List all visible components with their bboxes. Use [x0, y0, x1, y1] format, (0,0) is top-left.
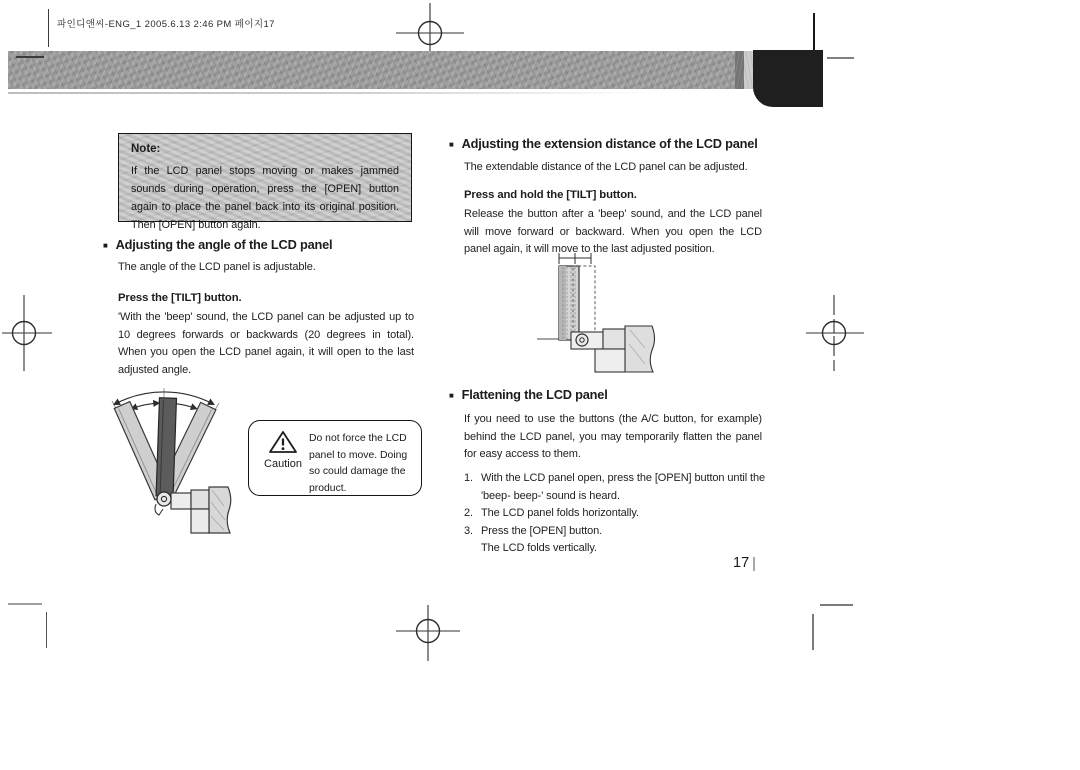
registration-mark-left — [0, 295, 58, 371]
extension-step-body: Release the button after a 'beep' sound, and the LCD panel will move forward or backward. When you open the LCD panel again, it will move to the last adjusted position. — [464, 208, 762, 255]
warning-icon — [268, 429, 298, 455]
flattening-steps — [464, 470, 766, 558]
header-bar-underline — [8, 92, 648, 94]
crop-line-bottom-right-h — [820, 604, 853, 606]
list-item — [464, 470, 766, 505]
caution-text: Do not force the LCD panel to move. Doing so could damage the product. — [309, 433, 408, 494]
registration-mark-bottom — [394, 593, 462, 669]
step-text: Press the [OPEN] button. — [481, 524, 603, 537]
step-text: With the LCD panel open, press the [OPEN] button until the 'beep- beep-' sound is heard. — [481, 472, 766, 502]
header-bar-stripe-light — [744, 51, 753, 89]
section-title-flattening-label: Flattening the LCD panel — [461, 387, 608, 402]
list-item — [464, 523, 766, 541]
tilt-diagram — [98, 366, 243, 538]
section-title-extension-label: Adjusting the extension distance of the LCD panel — [461, 136, 758, 151]
step-text: The LCD folds vertically. — [481, 542, 597, 554]
crop-line-bottom-right-v — [812, 614, 814, 650]
header-black-box — [753, 50, 823, 107]
angle-step-body: 'With the 'beep' sound, the LCD panel can be adjusted up to 10 degrees forwards or backwards (20 degrees in total). When you open the LCD panel again, it will open to the last adjusted angle. — [118, 311, 414, 376]
step-number: 3. — [464, 524, 473, 537]
section-title-flattening — [449, 387, 608, 402]
caution-label: Caution — [264, 458, 302, 470]
section-title-angle — [103, 237, 332, 252]
typeset-header: 파인디앤씨-ENG_1 2005.6.13 2:46 PM 페이지17 — [57, 19, 275, 30]
flattening-intro: If you need to use the buttons (the A/C button, for example) behind the LCD panel, you may temporarily flatten the panel for easy access to them. — [464, 413, 762, 460]
angle-intro: The angle of the LCD panel is adjustable. — [118, 261, 316, 273]
square-bullet-icon: ■ — [449, 140, 454, 149]
registration-mark-right — [800, 295, 868, 371]
crop-line-bottom-left-v — [46, 612, 47, 648]
caution-icon-column — [257, 429, 309, 491]
step-number: 1. — [464, 472, 473, 484]
list-item — [464, 540, 766, 558]
extension-step-title: Press and hold the [TILT] button. — [464, 189, 637, 201]
square-bullet-icon: ■ — [449, 391, 454, 400]
extension-diagram — [537, 252, 677, 382]
note-box — [118, 133, 412, 231]
square-bullet-icon: ■ — [103, 241, 108, 250]
crop-line-black-box-v — [813, 13, 815, 50]
list-item — [464, 505, 766, 523]
typeset-header-tick — [48, 9, 49, 47]
crop-line-bottom-left-h — [8, 603, 42, 605]
step-number — [464, 540, 481, 558]
caution-box — [248, 420, 422, 496]
page-number-tick — [753, 557, 755, 571]
step-number: 2. — [464, 507, 473, 519]
extension-intro: The extendable distance of the LCD panel can be adjusted. — [464, 161, 748, 173]
header-bar-stripe-dark — [735, 51, 744, 89]
header-bar-notch — [16, 56, 44, 58]
header-bar — [8, 51, 735, 89]
section-title-extension — [449, 136, 758, 151]
crop-line-black-box-h — [827, 57, 854, 59]
note-title: Note: — [131, 143, 161, 155]
angle-step-title: Press the [TILT] button. — [118, 292, 242, 304]
note-body: If the LCD panel stops moving or makes jammed sounds during operation, press the [OPEN] button again to place the panel back into its original position. Then [OPEN] button again. — [131, 165, 399, 231]
step-text: The LCD panel folds horizontally. — [481, 507, 639, 519]
page-number: 17 — [733, 555, 750, 571]
section-title-angle-label: Adjusting the angle of the LCD panel — [115, 237, 333, 252]
